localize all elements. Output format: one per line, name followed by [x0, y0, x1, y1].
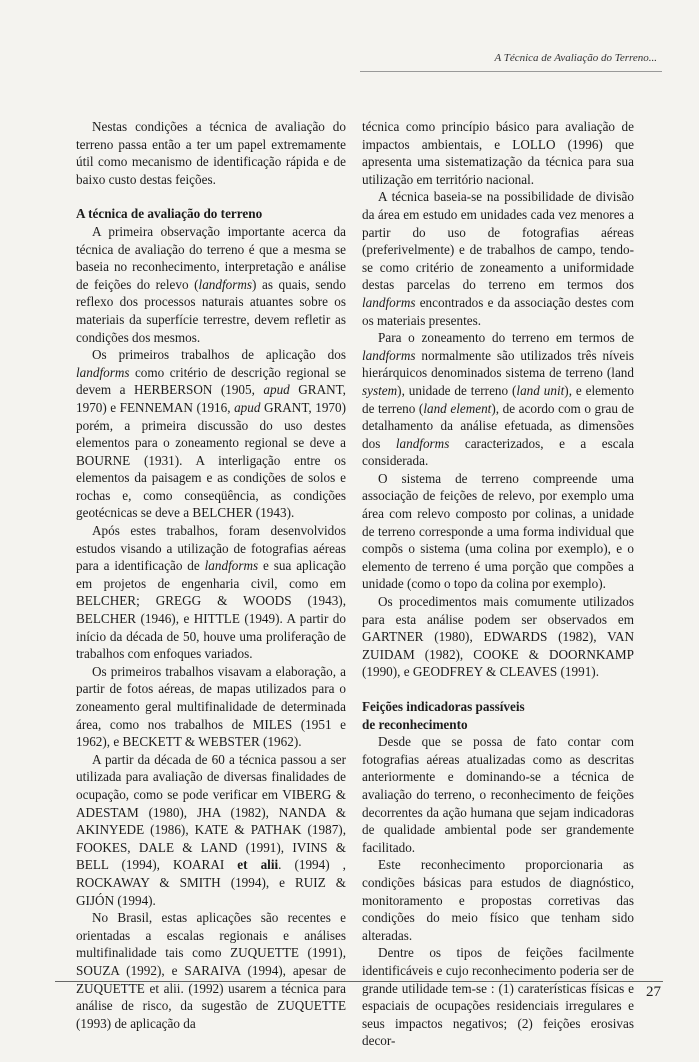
paragraph: O sistema de terreno compreende uma associação de feições de relevo, por exemplo uma área com relevo composto por colinas, a unidade de terreno corresponde a uma forma individual que compõs o sistema (uma colina por exemplo), e o elemento de terreno é uma porção que compões a unidade (como o topo da colina por exemplo).	[362, 470, 634, 592]
paragraph: Os primeiros trabalhos de aplicação dos landforms como critério de descrição regional se devem a HERBERSON (1905, apud GRANT, 1970) e FENNEMAN (1916, apud GRANT, 1970) porém, a primeira discussão do uso destes elementos para o zoneamento regional se deve a BOURNE (1931). A interligação entre os elementos da paisagem e as condições de solos e rochas e, como conseqüência, as condições geotécnicas se deve a BELCHER (1943).	[76, 347, 346, 521]
paragraph: Dentre os tipos de feições facilmente identificáveis e cujo reconhecimento poderia ser de grande utilidade tem-se : (1) caraterísticas físicas e espaciais de ocupações residenciais irregulares e seus impactos negativos; (2) feições erosivas decor-	[362, 945, 634, 1049]
paragraph: A partir da década de 60 a técnica passou a ser utilizada para avaliação de diversas finalidades de ocupação, como se pode verificar em VIBERG & ADESTAM (1980), JHA (1982), NANDA & AKINYEDE (1986), KATE & PATHAK (1987), FOOKES, DALE & LAND (1991), IVINS & BELL (1994), KOARAI et alii. (1994) , ROCKAWAY & SMITH (1994), e RUIZ & GIJÓN (1994).	[76, 751, 346, 908]
paragraph: técnica como princípio básico para avaliação de impactos ambientais, e LOLLO (1996) que apresenta uma sistematização da técnica para sua utilização em território nacional.	[362, 119, 634, 187]
paragraph: A primeira observação importante acerca da técnica de avaliação do terreno é que a mesma se baseia no reconhecimento, interpretação e análise de feições do relevo (landforms) as quais, sendo reflexo dos processos naturais atuantes sobre os materiais da superfície terrestre, devem refletir as condições dos mesmos.	[76, 223, 346, 345]
intro-paragraph: Nestas condições a técnica de avaliação do terreno passa então a ter um papel extremamente útil como mecanismo de identificação rápida e de baixo custo destas feições.	[76, 119, 346, 187]
paragraph: Para o zoneamento do terreno em termos de landforms normalmente são utilizados três níveis hierárquicos denominados sistema de terreno (land system), unidade de terreno (land unit), e elemento de terreno (land element), de acordo com o grau de detalhamento da análise efetuada, as dimensões dos landforms caracterizados, e a escala considerada.	[362, 330, 634, 469]
right-column	[362, 118, 634, 1050]
left-column	[76, 118, 346, 1032]
section-title-line: de reconhecimento	[362, 716, 468, 732]
paragraph: Este reconhecimento proporcionaria as condições básicas para estudos de diagnóstico, monitoramento e propostas corretivas das condições do meio físico que tenham sido alteradas.	[362, 857, 634, 943]
page-number: 27	[646, 984, 661, 1000]
running-header: A Técnica de Avaliação do Terreno...	[494, 52, 657, 64]
paragraph: Os primeiros trabalhos visavam a elaboração, a partir de fotos aéreas, de mapas utilizados para o zoneamento geral multifinalidade de determinada área, como nos trabalhos de MILES (1951 e 1962), e BECKETT & WEBSTER (1962).	[76, 663, 346, 750]
section-title-tecnica: A técnica de avaliação do terreno	[76, 206, 263, 222]
paragraph: Os procedimentos mais comumente utilizados para esta análise podem ser observados em GARTNER (1980), EDWARDS (1982), VAN ZUIDAM (1982), COOKE & DOORNKAMP (1990), e GEODFREY & CLEAVES (1991).	[362, 594, 634, 680]
footer-rule	[55, 981, 663, 982]
header-rule	[360, 71, 662, 72]
paragraph: No Brasil, estas aplicações são recentes e orientadas a escalas regionais e análises multifinalidade tais como ZUQUETTE (1991), SOUZA (1992), e SARAIVA (1994), apesar de ZUQUETTE et alii. (1992) usarem a técnica para análise de risco, da sugestão de ZUQUETTE (1993) de aplicação da	[76, 910, 346, 1031]
section-title-line: Feições indicadoras passíveis	[362, 699, 525, 714]
section-title-feicoes	[362, 698, 634, 733]
paragraph: Desde que se possa de fato contar com fotografias aéreas atualizadas como as descritas anteriormente e dominando-se a técnica de avaliação do terreno, o reconhecimento de feições decorrentes da ação humana que sejam indicadoras de qualidade ambiental pode ser grandemente facilitado.	[362, 734, 634, 855]
paragraph: Após estes trabalhos, foram desenvolvidos estudos visando a utilização de fotografias aéreas para a identificação de landforms e sua aplicação em projetos de engenharia civil, como em BELCHER; GREGG & WOODS (1943), BELCHER (1946), e HITTLE (1949). A partir do início da década de 50, houve uma proliferação de trabalhos com enfoques variados.	[76, 523, 346, 662]
paragraph: A técnica baseia-se na possibilidade de divisão da área em estudo em unidades cada vez menores a partir do uso de fotografias aéreas (preferivelmente) e de trabalhos de campo, tendo-se como critério de zoneamento a uniformidade destas parcelas do terreno em termos dos landforms encontrados e da associação destes com os materiais presentes.	[362, 189, 634, 328]
